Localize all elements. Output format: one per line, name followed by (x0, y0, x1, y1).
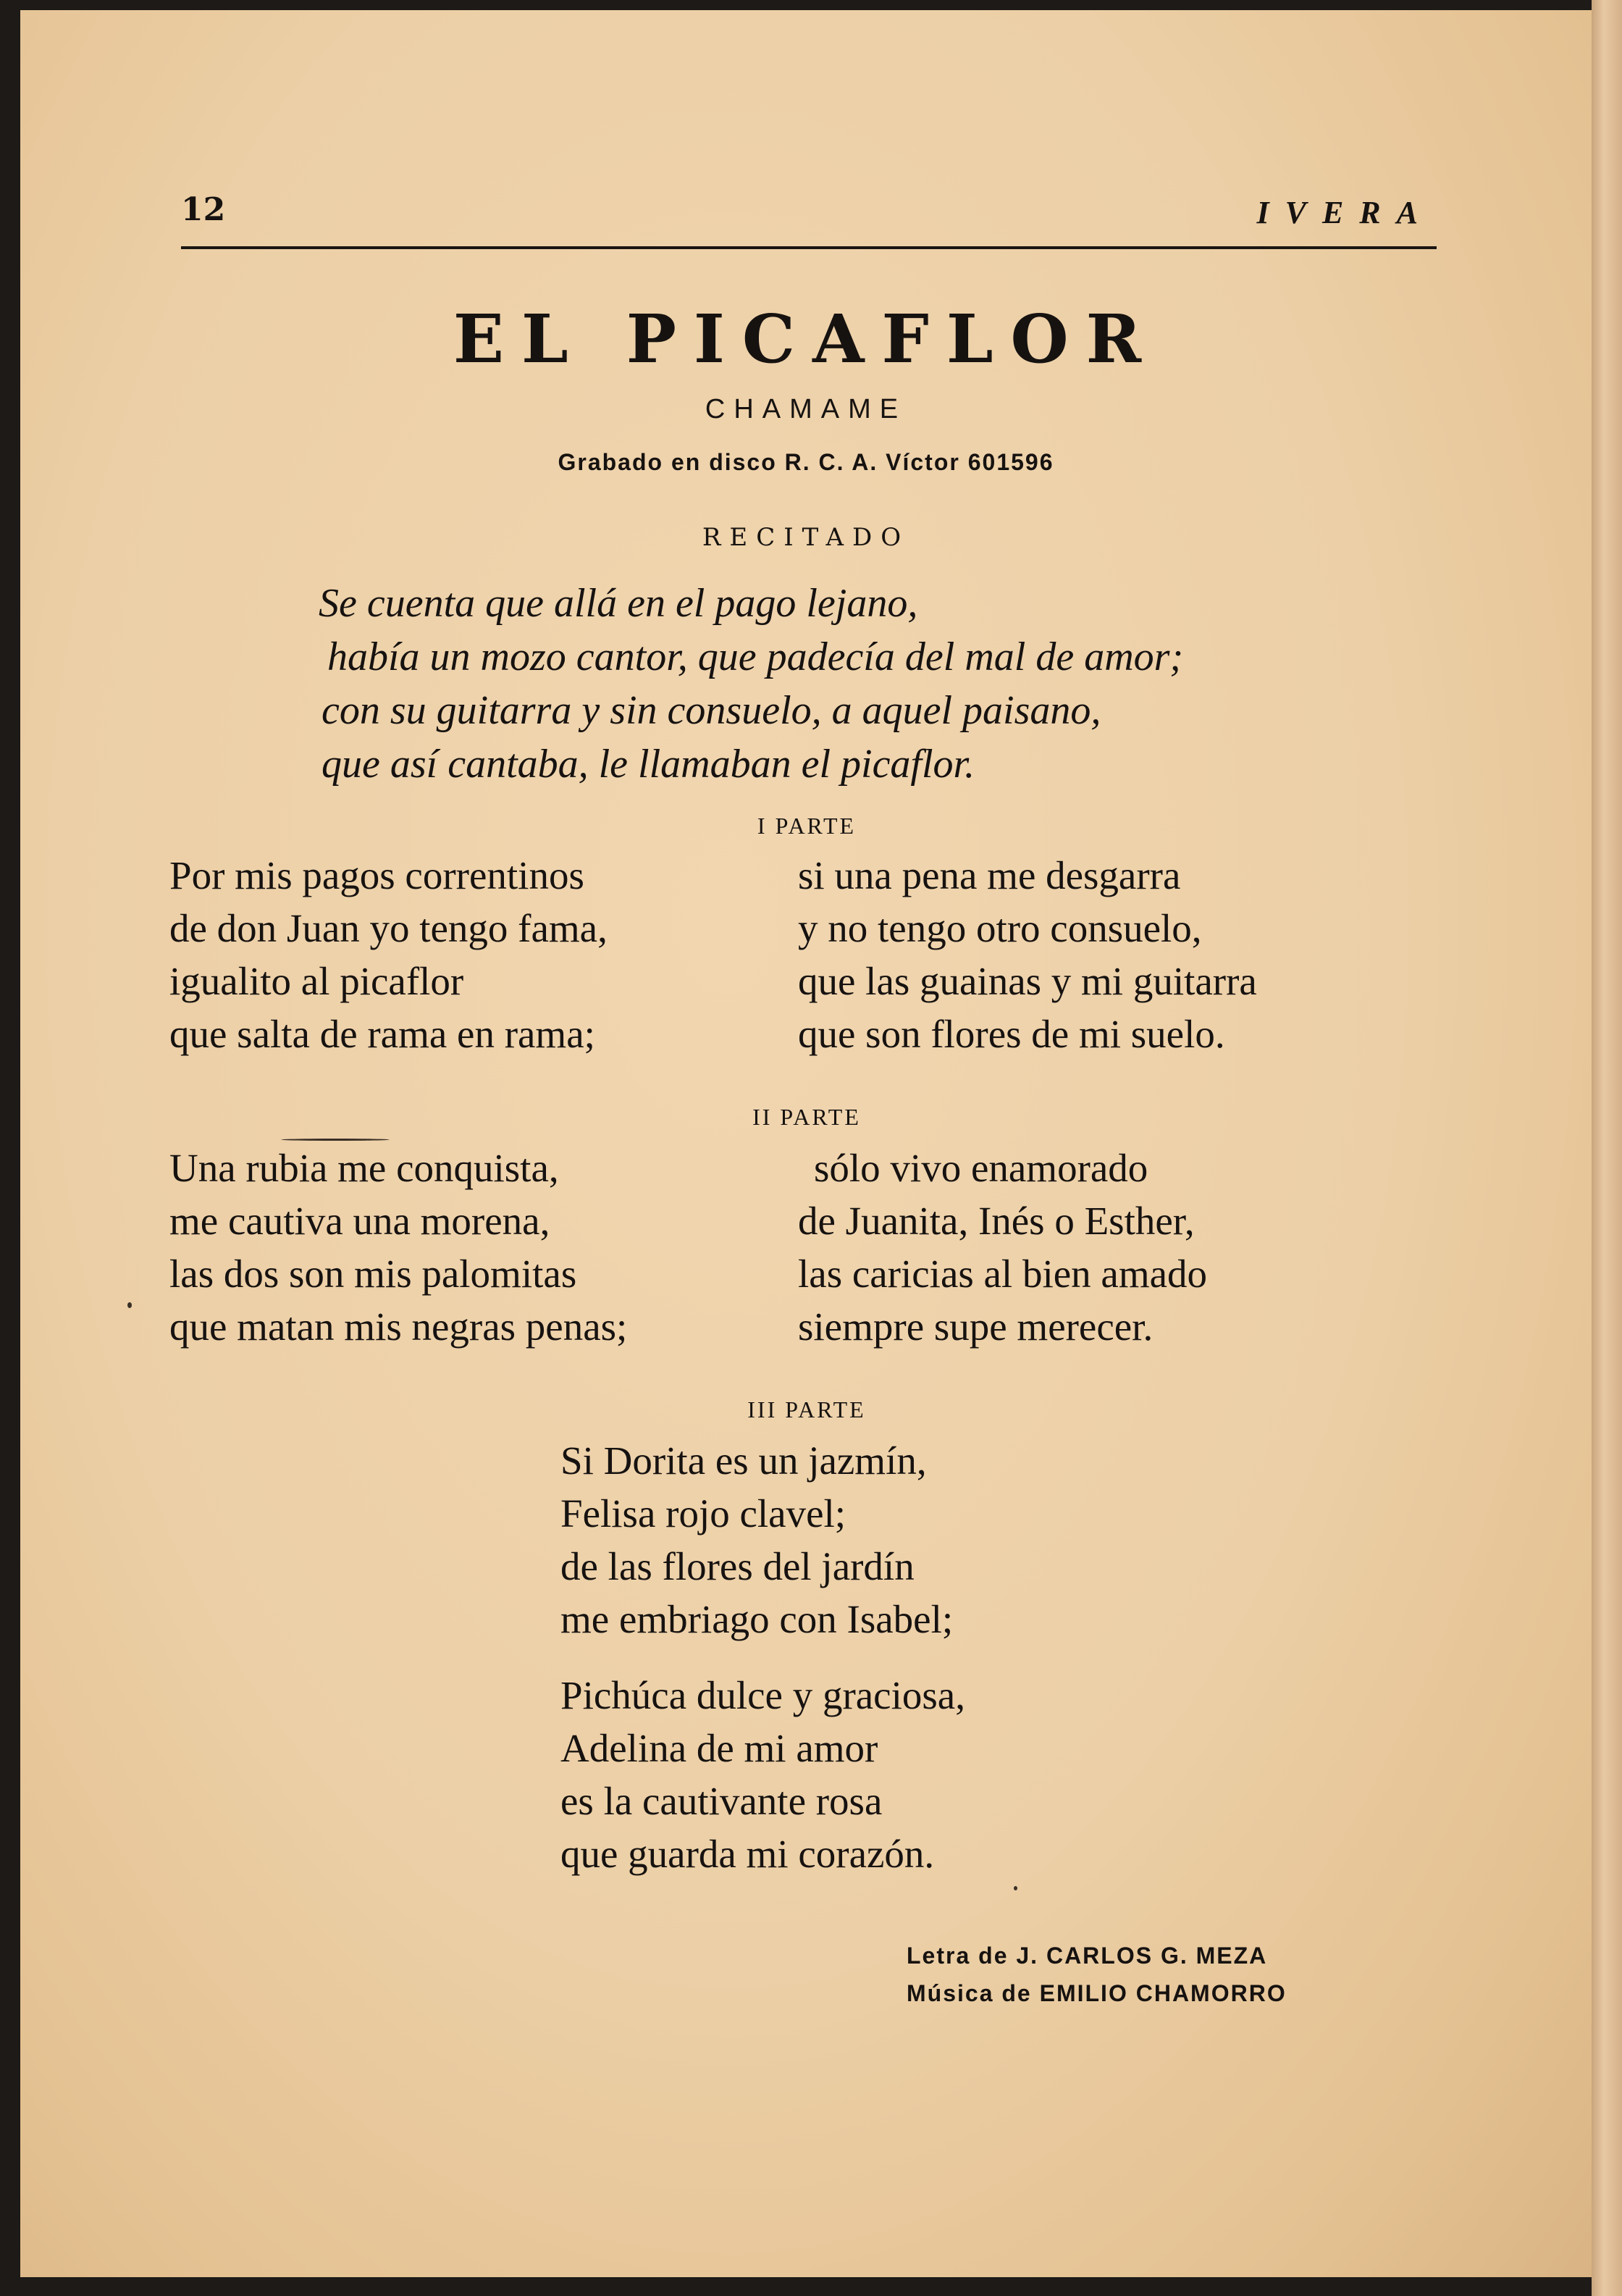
page-number: 12 (181, 191, 226, 228)
recitado-verse (319, 577, 1405, 791)
verse-line: igualito al picaflor (169, 959, 464, 1003)
stanza-left (169, 849, 608, 1060)
verse-line: sólo vivo enamorado (814, 1146, 1148, 1190)
magazine-name: IVERA (1256, 195, 1434, 230)
ink-speck (127, 1302, 132, 1308)
part-heading: III PARTE (747, 1396, 866, 1423)
part-heading: I PARTE (757, 813, 857, 839)
stanza-b (560, 1669, 965, 1880)
magazine-page (20, 10, 1592, 2277)
stanza-left (169, 1141, 627, 1353)
verse-line: es la cautivante rosa (560, 1779, 883, 1823)
verse-line: Pichúca dulce y graciosa, (560, 1673, 965, 1717)
song-genre: CHAMAME (705, 394, 907, 424)
verse-line: que las guainas y mi guitarra (798, 959, 1257, 1003)
verse-line: había un mozo cantor, que padecía del mal de amor; (327, 634, 1184, 679)
recitado-heading: RECITADO (702, 523, 910, 552)
stanza-right (798, 1141, 1207, 1353)
header-rule (181, 246, 1437, 249)
music-credit: Música de EMILIO CHAMORRO (907, 1980, 1287, 2006)
verse-line: me embriago con Isabel; (560, 1597, 954, 1641)
verse-line: y no tengo otro consuelo, (798, 906, 1202, 950)
verse-line: si una pena me desgarra (798, 853, 1181, 897)
verse-line: de don Juan yo tengo fama, (169, 906, 608, 950)
verse-line: con su guitarra y sin consuelo, a aquel paisano, (322, 688, 1101, 733)
verse-line: siempre supe merecer. (798, 1304, 1154, 1349)
part-heading: II PARTE (752, 1104, 861, 1130)
verse-line: Se cuenta que allá en el pago lejano, (319, 581, 918, 626)
verse-line: que así cantaba, le llamaban el picaflor. (322, 742, 975, 787)
book-spine-edge (1592, 0, 1622, 2296)
credits (907, 1937, 1287, 2012)
verse-line: las caricias al bien amado (798, 1252, 1208, 1296)
verse-line: Adelina de mi amor (560, 1726, 878, 1770)
verse-line: Felisa rojo clavel; (560, 1491, 846, 1535)
verse-line: las dos son mis palomitas (169, 1252, 577, 1296)
ink-speck (1014, 1886, 1017, 1890)
verse-line: de las flores del jardín (560, 1544, 915, 1588)
verse-line: Una rubia me conquista, (169, 1146, 559, 1190)
verse-line: Por mis pagos correntinos (169, 853, 584, 897)
stanza-a (560, 1434, 953, 1646)
page-header (181, 184, 1434, 235)
lyrics-credit: Letra de J. CARLOS G. MEZA (907, 1943, 1268, 1969)
song-title: EL PICAFLOR (453, 300, 1159, 378)
verse-line: que salta de rama en rama; (169, 1012, 595, 1056)
verse-line: que son flores de mi suelo. (798, 1012, 1225, 1056)
ink-smudge (281, 1139, 390, 1141)
recording-info: Grabado en disco R. C. A. Víctor 601596 (558, 449, 1054, 475)
verse-line: que guarda mi corazón. (560, 1832, 935, 1876)
verse-line: Si Dorita es un jazmín, (560, 1438, 927, 1483)
verse-line: de Juanita, Inés o Esther, (798, 1199, 1195, 1243)
stanza-right (798, 849, 1257, 1060)
verse-line: que matan mis negras penas; (169, 1304, 628, 1349)
verse-line: me cautiva una morena, (169, 1199, 550, 1243)
